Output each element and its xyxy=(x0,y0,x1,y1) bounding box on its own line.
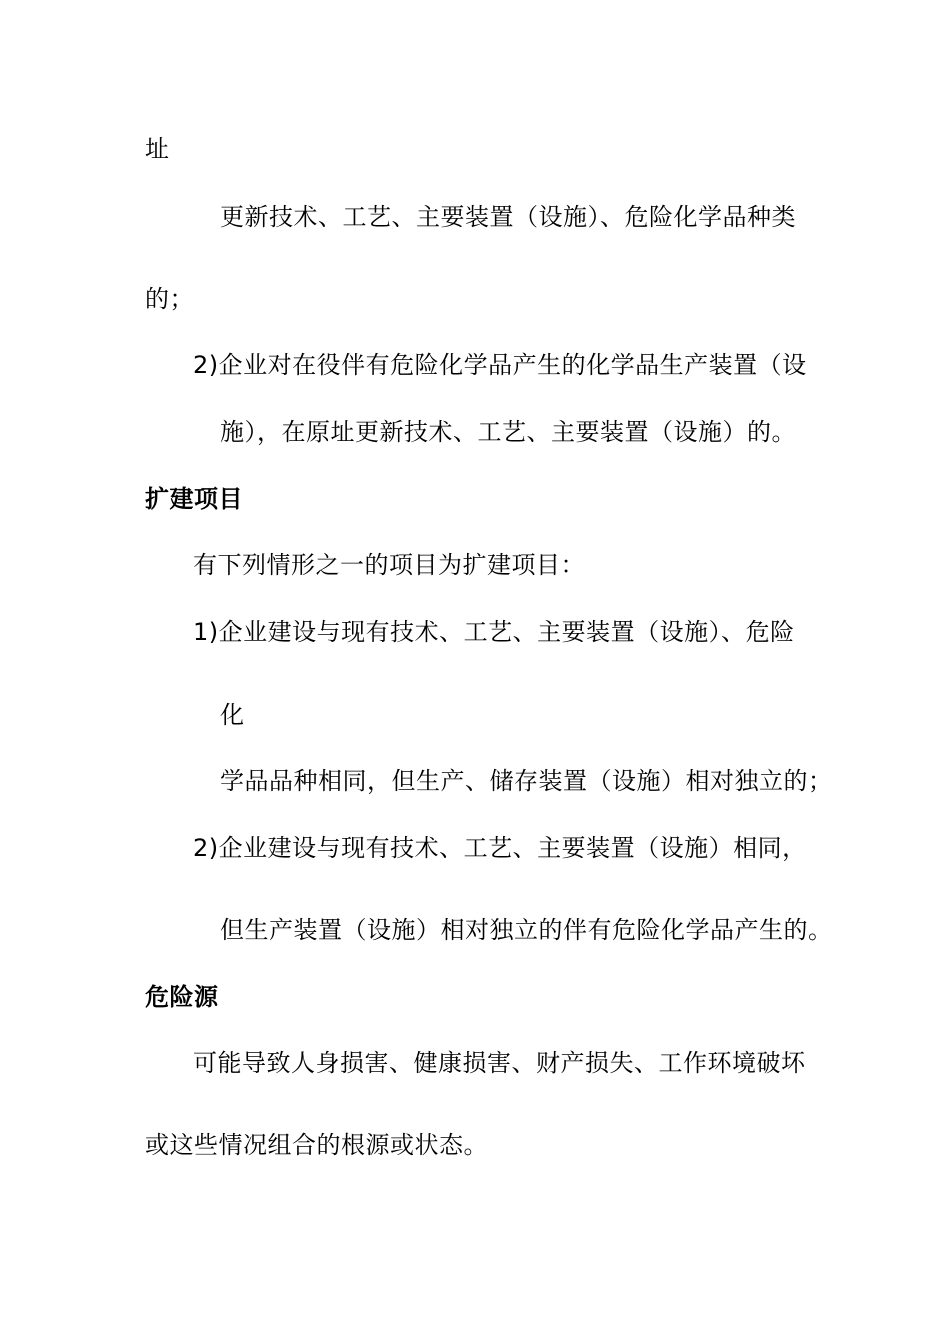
text-line: 更新技术、工艺、主要装置（设施）、危险化学品种类 xyxy=(220,203,796,231)
section-heading: 危险源 xyxy=(145,983,219,1011)
list-item: 2)企业对在役伴有危险化学品产生的化学品生产装置（设 xyxy=(193,351,807,379)
text-line: 但生产装置（设施）相对独立的伴有危险化学品产生的。 xyxy=(220,916,833,944)
text-line: 或这些情况组合的根源或状态。 xyxy=(145,1131,488,1159)
text-line: 有下列情形之一的项目为扩建项目： xyxy=(193,551,585,579)
text-line: 学品品种相同，但生产、储存装置（设施）相对独立的； xyxy=(220,767,833,795)
section-heading: 扩建项目 xyxy=(145,485,243,513)
text-line: 化 xyxy=(220,701,245,729)
text-line: 址 xyxy=(145,135,170,163)
list-item: 2)企业建设与现有技术、工艺、主要装置（设施）相同， xyxy=(193,834,807,862)
list-item: 1)企业建设与现有技术、工艺、主要装置（设施）、危险 xyxy=(193,618,795,646)
text-line: 的； xyxy=(145,285,194,313)
text-line: 可能导致人身损害、健康损害、财产损失、工作环境破坏 xyxy=(193,1049,806,1077)
text-line: 施），在原址更新技术、工艺、主要装置（设施）的。 xyxy=(220,418,796,446)
